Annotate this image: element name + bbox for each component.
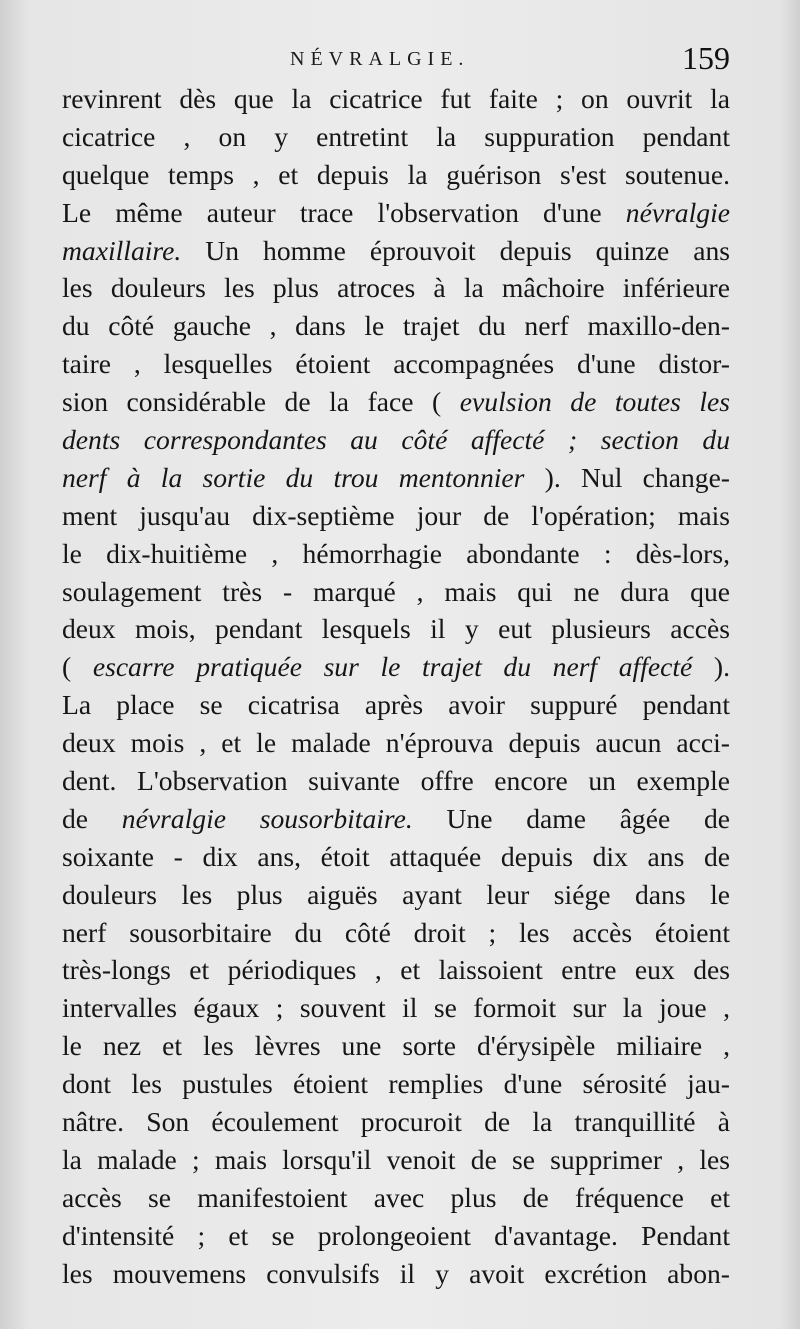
text-line [62, 421, 730, 459]
running-head: NÉVRALGIE. [290, 48, 470, 70]
text-segment: dont les pustules étoient remplies d'une sérosité jau- [62, 1068, 730, 1100]
text-segment: sion considérable de la face ( [62, 386, 460, 418]
text-segment: douleurs les plus aiguës ayant leur siége dans le [62, 878, 730, 910]
text-line [62, 156, 730, 194]
text-segment: ). Nul change- [524, 461, 730, 493]
text-segment: cicatrice , on y entretint la suppuration pendant [62, 120, 730, 152]
text-segment: dent. L'observation suivante offre encore un exemple [62, 765, 730, 797]
text-line [62, 535, 730, 573]
text-line [62, 345, 730, 383]
text-segment: accès se manifestoient avec plus de fréquence et [62, 1181, 730, 1213]
text-line [62, 838, 730, 876]
italic-text: névralgie sousorbitaire. [121, 802, 413, 834]
text-segment: soixante - dix ans, étoit attaquée depuis dix ans de [62, 840, 730, 872]
text-line [62, 232, 730, 270]
text-segment: La place se cicatrisa après avoir suppuré pendant [62, 689, 730, 721]
text-line [62, 118, 730, 156]
text-segment: ). [692, 651, 730, 683]
text-line [62, 497, 730, 535]
text-segment: nâtre. Son écoulement procuroit de la tranquillité à [62, 1106, 730, 1138]
text-segment: de [62, 802, 122, 834]
text-segment: ( [62, 651, 93, 683]
text-line [62, 951, 730, 989]
text-line [62, 1179, 730, 1217]
text-segment: quelque temps , et depuis la guérison s'est soutenue. [62, 158, 730, 190]
text-segment: le nez et les lèvres une sorte d'érysipèle miliaire , [62, 1030, 730, 1062]
text-segment: d'intensité ; et se prolongeoient d'avantage. Pendant [62, 1219, 730, 1251]
text-line [62, 1255, 730, 1293]
italic-text: dents correspondantes au côté affecté ; section du [62, 424, 730, 456]
text-line [62, 383, 730, 421]
text-segment: très-longs et périodiques , et laissoient entre eux des [62, 954, 730, 986]
text-line [62, 307, 730, 345]
text-segment: les mouvemens convulsifs il y avoit excrétion abon- [62, 1257, 730, 1289]
italic-text: nerf à la sortie du trou mentonnier [62, 461, 525, 493]
page-number: 159 [682, 40, 730, 76]
text-segment: soulagement très - marqué , mais qui ne dura que [62, 575, 730, 607]
text-line [62, 1065, 730, 1103]
text-line [62, 648, 730, 686]
text-line [62, 914, 730, 952]
text-segment: nerf sousorbitaire du côté droit ; les accès étoient [62, 916, 730, 948]
text-segment: revinrent dès que la cicatrice fut faite ; on ouvrit la [62, 83, 730, 114]
italic-text: escarre pratiquée sur le trajet du nerf affecté [92, 651, 693, 683]
text-line [62, 724, 730, 762]
text-line [62, 1027, 730, 1065]
italic-text: névralgie [625, 196, 730, 228]
text-line [62, 1141, 730, 1179]
text-segment: ment jusqu'au dix-septième jour de l'opération; mais [62, 499, 730, 531]
text-line [62, 1217, 730, 1255]
body-text [62, 80, 730, 1293]
text-segment: intervalles égaux ; souvent il se formoit sur la joue , [62, 992, 730, 1024]
text-line [62, 876, 730, 914]
text-line [62, 194, 730, 232]
italic-text: maxillaire. [62, 234, 182, 266]
text-line [62, 800, 730, 838]
text-segment: Un homme éprouvoit depuis quinze ans [181, 234, 730, 266]
text-line [62, 459, 730, 497]
text-segment: du côté gauche , dans le trajet du nerf maxillo-den- [62, 310, 730, 342]
text-segment: Le même auteur trace l'observation d'une [62, 196, 626, 228]
text-segment: le dix-huitième , hémorrhagie abondante : dès-lors, [62, 537, 730, 569]
text-line [62, 686, 730, 724]
text-line [62, 762, 730, 800]
text-segment: Une dame âgée de [412, 802, 730, 834]
page-header [60, 40, 730, 80]
text-line [62, 269, 730, 307]
text-line [62, 1103, 730, 1141]
text-segment: taire , lesquelles étoient accompagnées d'une distor- [62, 348, 730, 380]
text-segment: deux mois, pendant lesquels il y eut plusieurs accès [62, 613, 730, 645]
text-line [62, 610, 730, 648]
text-segment: deux mois , et le malade n'éprouva depuis aucun acci- [62, 727, 730, 759]
text-segment: les douleurs les plus atroces à la mâchoire inférieure [62, 272, 730, 304]
text-line [62, 573, 730, 611]
text-line [62, 989, 730, 1027]
italic-text: evulsion de toutes les [459, 386, 730, 418]
text-segment: la malade ; mais lorsqu'il venoit de se supprimer , les [62, 1143, 730, 1175]
text-line [62, 80, 730, 118]
